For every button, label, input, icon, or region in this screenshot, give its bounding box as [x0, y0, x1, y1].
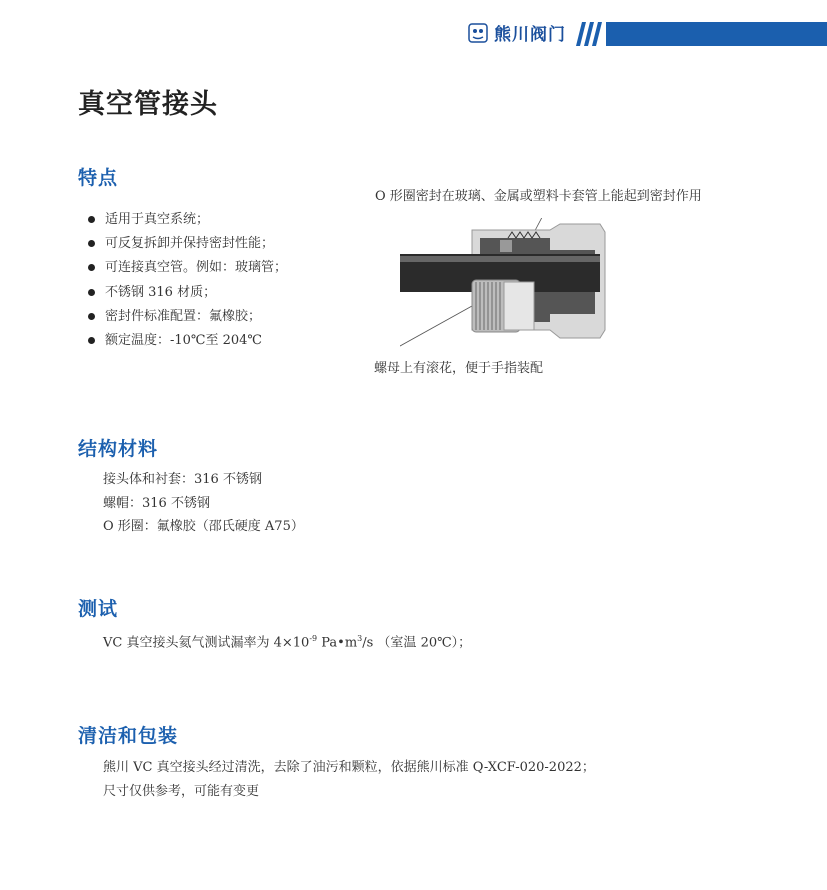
list-item: 可反复拆卸并保持密封性能；	[88, 232, 287, 256]
test-unit: Pa•m	[317, 635, 358, 651]
figure-top-label: O 形圈密封在玻璃、金属或塑料卡套管上能起到密封作用	[375, 189, 702, 204]
material-line: 接头体和衬套：316 不锈钢	[103, 472, 262, 487]
test-unit-exponent: 3	[357, 634, 363, 643]
test-text: VC 真空接头氦气测试漏率为 4×10	[103, 635, 310, 651]
page-header	[468, 18, 827, 48]
test-text-end: /s （室温 20℃）；	[362, 635, 472, 651]
features-heading: 特点	[78, 167, 119, 189]
list-item: 额定温度：-10℃至 204℃	[88, 329, 287, 353]
list-item: 可连接真空管。例如：玻璃管；	[88, 256, 287, 280]
brand-name: 熊川阀门	[494, 25, 566, 45]
header-bar	[606, 22, 827, 46]
test-line	[103, 627, 471, 655]
cleaning-heading: 清洁和包装	[78, 725, 179, 747]
figure-bottom-label: 螺母上有滚花，便于手指装配	[374, 361, 544, 376]
page-title: 真空管接头	[78, 89, 218, 120]
header-stripes	[576, 22, 606, 46]
list-item: 不锈钢 316 材质；	[88, 281, 287, 305]
brand	[468, 20, 566, 45]
fitting-cross-section-diagram	[400, 218, 610, 348]
cleaning-line: 熊川 VC 真空接头经过清洗，去除了油污和颗粒，依据熊川标准 Q-XCF-020-2022；	[103, 760, 595, 775]
materials-heading: 结构材料	[78, 438, 159, 460]
material-line: O 形圈：氟橡胶（邵氏硬度 A75）	[103, 519, 304, 534]
bear-logo-icon	[468, 23, 488, 43]
material-line: 螺帽：316 不锈钢	[103, 495, 210, 511]
cleaning-line: 尺寸仅供参考，可能有变更	[103, 783, 260, 799]
features-list	[88, 208, 287, 353]
list-item: 密封件标准配置：氟橡胶；	[88, 305, 287, 329]
list-item: 适用于真空系统；	[88, 208, 287, 232]
test-exponent: -9	[309, 634, 318, 643]
materials-lines	[103, 468, 304, 539]
test-heading: 测试	[78, 598, 119, 620]
cleaning-lines	[103, 756, 595, 803]
